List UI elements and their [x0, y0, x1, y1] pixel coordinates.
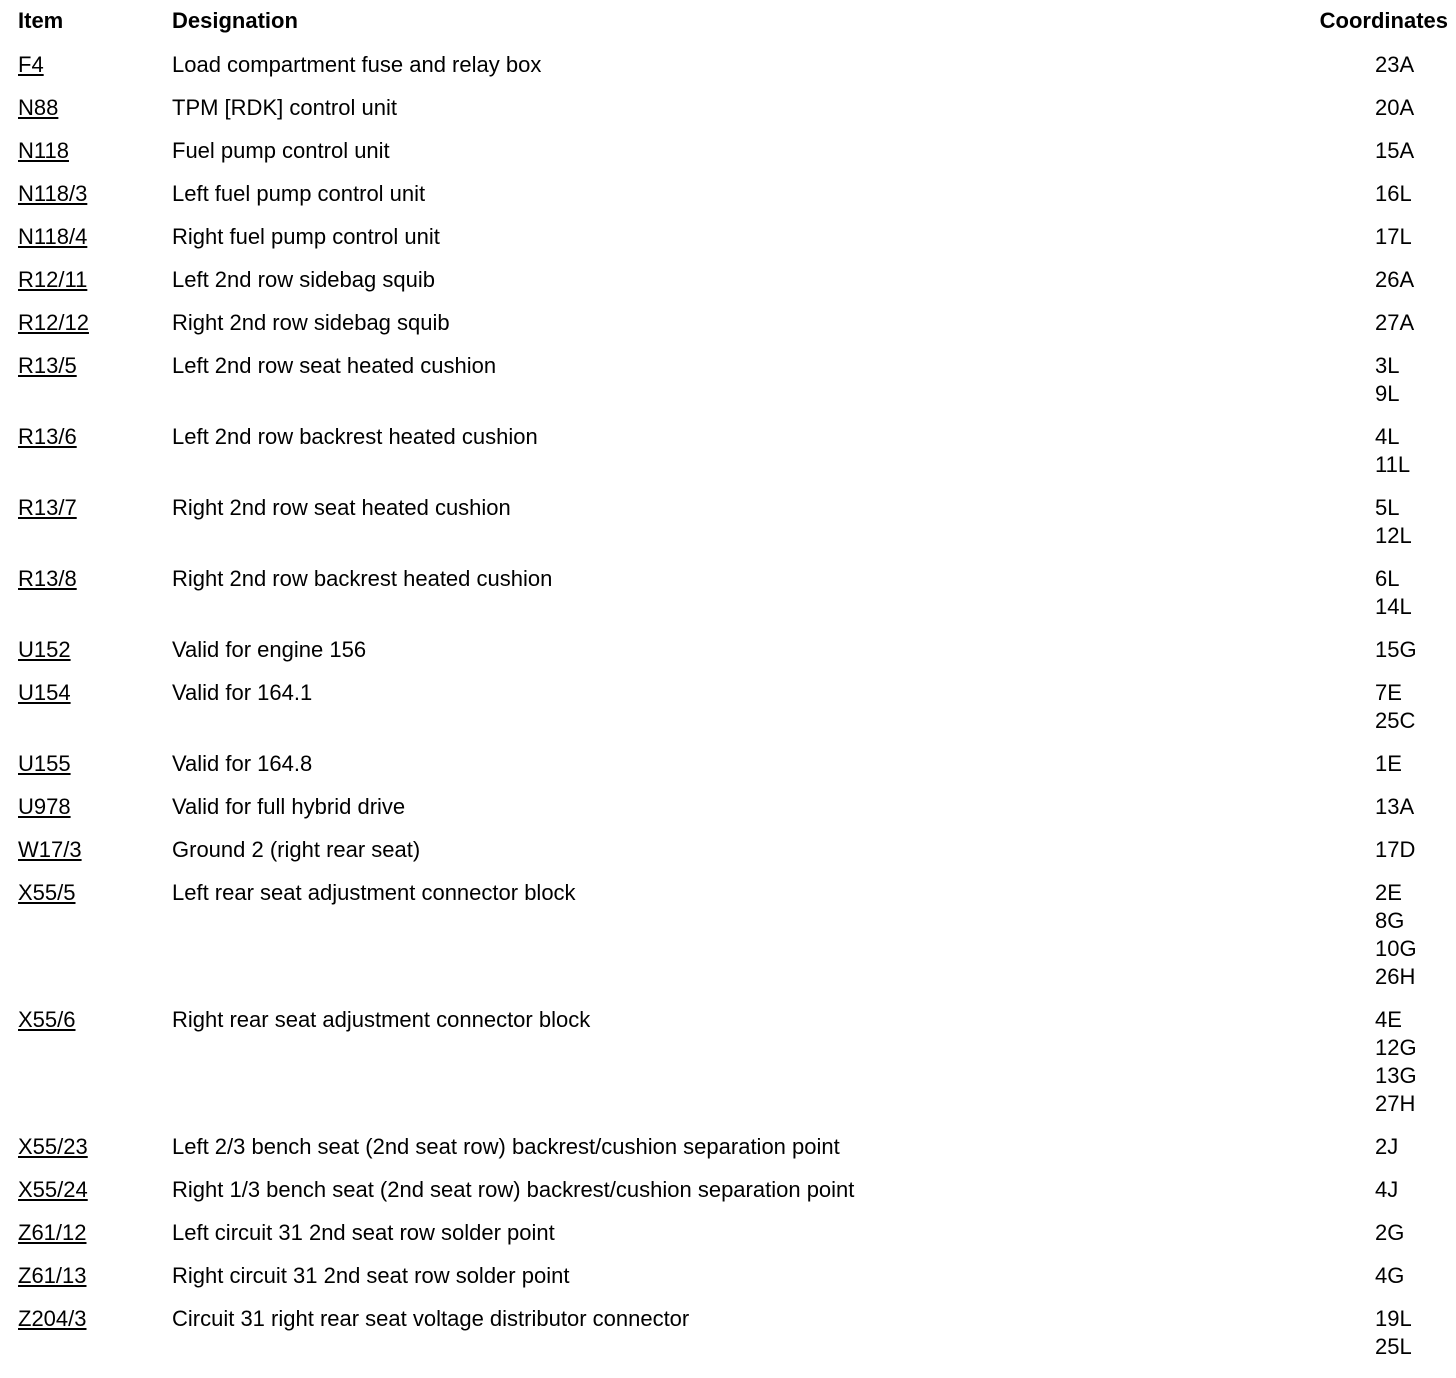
coordinate-value: 27H: [1375, 1091, 1416, 1116]
designation-cell: Left 2/3 bench seat (2nd seat row) backrest/cushion separation point: [172, 1134, 840, 1159]
designation-cell: Ground 2 (right rear seat): [172, 837, 421, 862]
coordinate-value: 15G: [1375, 637, 1417, 662]
table-row: [18, 341, 1448, 412]
coordinates-cell: [1248, 739, 1448, 782]
designation-cell: Right 2nd row seat heated cushion: [172, 495, 511, 520]
table-row: [18, 995, 1448, 1122]
table-row: [18, 554, 1448, 625]
table-row: [18, 40, 1448, 83]
item-link[interactable]: U978: [18, 794, 71, 819]
item-cell: [18, 1122, 172, 1165]
table-row: [18, 483, 1448, 554]
coordinate-value: 9L: [1375, 381, 1400, 406]
item-link[interactable]: W17/3: [18, 837, 82, 862]
designation-cell: Circuit 31 right rear seat voltage distributor connector: [172, 1306, 690, 1331]
item-cell: [18, 995, 172, 1122]
item-link[interactable]: X55/5: [18, 880, 76, 905]
designation-cell: Left 2nd row sidebag squib: [172, 267, 435, 292]
coordinate-value: 23A: [1375, 52, 1415, 77]
coordinates-cell: [1248, 782, 1448, 825]
table-row: [18, 412, 1448, 483]
coordinates-cell: [1248, 554, 1448, 625]
table-row: [18, 825, 1448, 868]
coordinate-value: 14L: [1375, 594, 1412, 619]
designation-cell: Left circuit 31 2nd seat row solder point: [172, 1220, 555, 1245]
designation-cell: Valid for engine 156: [172, 637, 367, 662]
coordinates-cell: [1248, 1165, 1448, 1208]
table-row: [18, 625, 1448, 668]
coordinate-value: 4J: [1375, 1177, 1399, 1202]
coordinates-column-header: Coordinates: [1319, 8, 1448, 33]
table-row: [18, 782, 1448, 825]
header-row: [18, 8, 1448, 40]
designation-cell: Right 1/3 bench seat (2nd seat row) backrest/cushion separation point: [172, 1177, 855, 1202]
coordinates-cell: [1248, 40, 1448, 83]
item-cell: [18, 554, 172, 625]
designation-cell: Valid for full hybrid drive: [172, 794, 406, 819]
coordinate-value: 25C: [1375, 708, 1416, 733]
coordinates-cell: [1248, 412, 1448, 483]
item-link[interactable]: Z61/13: [18, 1263, 87, 1288]
item-link[interactable]: X55/24: [18, 1177, 88, 1202]
coordinates-cell: [1248, 1122, 1448, 1165]
coordinate-value: 6L: [1375, 566, 1400, 591]
item-link[interactable]: U155: [18, 751, 71, 776]
item-column-header: Item: [18, 8, 64, 33]
coordinate-value: 25L: [1375, 1334, 1412, 1359]
item-cell: [18, 868, 172, 995]
coordinate-value: 13G: [1375, 1063, 1417, 1088]
coordinate-value: 4E: [1375, 1007, 1402, 1032]
coordinates-cell: [1248, 126, 1448, 169]
coordinate-value: 7E: [1375, 680, 1402, 705]
coordinates-cell: [1248, 169, 1448, 212]
item-link[interactable]: R12/11: [18, 267, 88, 292]
item-cell: [18, 668, 172, 739]
item-cell: [18, 1251, 172, 1294]
item-link[interactable]: X55/6: [18, 1007, 76, 1032]
designation-cell: Right circuit 31 2nd seat row solder point: [172, 1263, 570, 1288]
coordinate-value: 17L: [1375, 224, 1412, 249]
coordinates-cell: [1248, 83, 1448, 126]
item-cell: [18, 40, 172, 83]
designation-column-header: Designation: [172, 8, 298, 33]
item-link[interactable]: F4: [18, 52, 44, 77]
coordinates-cell: [1248, 668, 1448, 739]
item-cell: [18, 169, 172, 212]
item-cell: [18, 298, 172, 341]
item-link[interactable]: R13/8: [18, 566, 77, 591]
item-cell: [18, 1208, 172, 1251]
item-link[interactable]: R13/5: [18, 353, 77, 378]
coordinate-value: 2E: [1375, 880, 1402, 905]
table-row: [18, 298, 1448, 341]
coordinate-value: 12L: [1375, 523, 1412, 548]
table-row: [18, 1251, 1448, 1294]
coordinate-value: 17D: [1375, 837, 1416, 862]
item-cell: [18, 782, 172, 825]
coordinates-cell: [1248, 1251, 1448, 1294]
legend-rows: [18, 40, 1448, 1365]
coordinates-cell: [1248, 483, 1448, 554]
coordinates-cell: [1248, 625, 1448, 668]
coordinates-cell: [1248, 1208, 1448, 1251]
item-cell: [18, 1165, 172, 1208]
item-link[interactable]: N118/4: [18, 224, 88, 249]
coordinate-value: 8G: [1375, 908, 1405, 933]
coordinates-cell: [1248, 995, 1448, 1122]
coordinate-value: 4L: [1375, 424, 1400, 449]
item-link[interactable]: Z61/12: [18, 1220, 87, 1245]
coordinate-value: 2G: [1375, 1220, 1405, 1245]
item-link[interactable]: R12/12: [18, 310, 89, 335]
item-cell: [18, 126, 172, 169]
coordinates-cell: [1248, 825, 1448, 868]
coordinates-cell: [1248, 298, 1448, 341]
item-cell: [18, 1294, 172, 1365]
coordinates-cell: [1248, 255, 1448, 298]
coordinates-cell: [1248, 1294, 1448, 1365]
table-row: [18, 668, 1448, 739]
item-link[interactable]: U154: [18, 680, 71, 705]
item-link[interactable]: U152: [18, 637, 71, 662]
item-cell: [18, 625, 172, 668]
coordinate-value: 19L: [1375, 1306, 1412, 1331]
table-row: [18, 1165, 1448, 1208]
coordinates-cell: [1248, 212, 1448, 255]
coordinates-cell: [1248, 868, 1448, 995]
designation-cell: Right 2nd row backrest heated cushion: [172, 566, 553, 591]
designation-cell: Right fuel pump control unit: [172, 224, 440, 249]
designation-cell: Fuel pump control unit: [172, 138, 390, 163]
coordinates-cell: [1248, 341, 1448, 412]
designation-cell: Right rear seat adjustment connector block: [172, 1007, 591, 1032]
item-link[interactable]: N88: [18, 95, 59, 120]
item-cell: [18, 825, 172, 868]
coordinate-value: 15A: [1375, 138, 1415, 163]
designation-cell: Valid for 164.8: [172, 751, 313, 776]
item-link[interactable]: R13/6: [18, 424, 77, 449]
item-link[interactable]: Z204/3: [18, 1306, 87, 1331]
table-row: [18, 212, 1448, 255]
item-cell: [18, 739, 172, 782]
coordinate-value: 27A: [1375, 310, 1415, 335]
coordinate-value: 20A: [1375, 95, 1415, 120]
coordinate-value: 4G: [1375, 1263, 1405, 1288]
item-link[interactable]: N118: [18, 138, 69, 163]
coordinate-value: 10G: [1375, 936, 1417, 961]
designation-cell: Load compartment fuse and relay box: [172, 52, 542, 77]
coordinate-value: 2J: [1375, 1134, 1399, 1159]
item-link[interactable]: X55/23: [18, 1134, 88, 1159]
table-row: [18, 83, 1448, 126]
item-cell: [18, 83, 172, 126]
coordinate-value: 12G: [1375, 1035, 1417, 1060]
table-row: [18, 1294, 1448, 1365]
designation-cell: Right 2nd row sidebag squib: [172, 310, 450, 335]
coordinate-value: 26A: [1375, 267, 1415, 292]
designation-cell: Left 2nd row backrest heated cushion: [172, 424, 538, 449]
designation-cell: Left fuel pump control unit: [172, 181, 426, 206]
item-cell: [18, 212, 172, 255]
table-row: [18, 1122, 1448, 1165]
coordinate-value: 5L: [1375, 495, 1400, 520]
designation-cell: Left rear seat adjustment connector block: [172, 880, 576, 905]
coordinate-value: 3L: [1375, 353, 1400, 378]
item-link[interactable]: R13/7: [18, 495, 77, 520]
table-row: [18, 868, 1448, 995]
table-row: [18, 739, 1448, 782]
table-row: [18, 1208, 1448, 1251]
component-legend-table: [18, 8, 1448, 1365]
item-link[interactable]: N118/3: [18, 181, 88, 206]
table-row: [18, 126, 1448, 169]
coordinate-value: 13A: [1375, 794, 1415, 819]
table-row: [18, 169, 1448, 212]
item-cell: [18, 483, 172, 554]
designation-cell: TPM [RDK] control unit: [172, 95, 397, 120]
item-cell: [18, 341, 172, 412]
designation-cell: Valid for 164.1: [172, 680, 313, 705]
designation-cell: Left 2nd row seat heated cushion: [172, 353, 497, 378]
coordinate-value: 16L: [1375, 181, 1412, 206]
table-row: [18, 255, 1448, 298]
coordinate-value: 26H: [1375, 964, 1416, 989]
item-cell: [18, 255, 172, 298]
item-cell: [18, 412, 172, 483]
coordinate-value: 1E: [1375, 751, 1402, 776]
coordinate-value: 11L: [1375, 452, 1411, 477]
